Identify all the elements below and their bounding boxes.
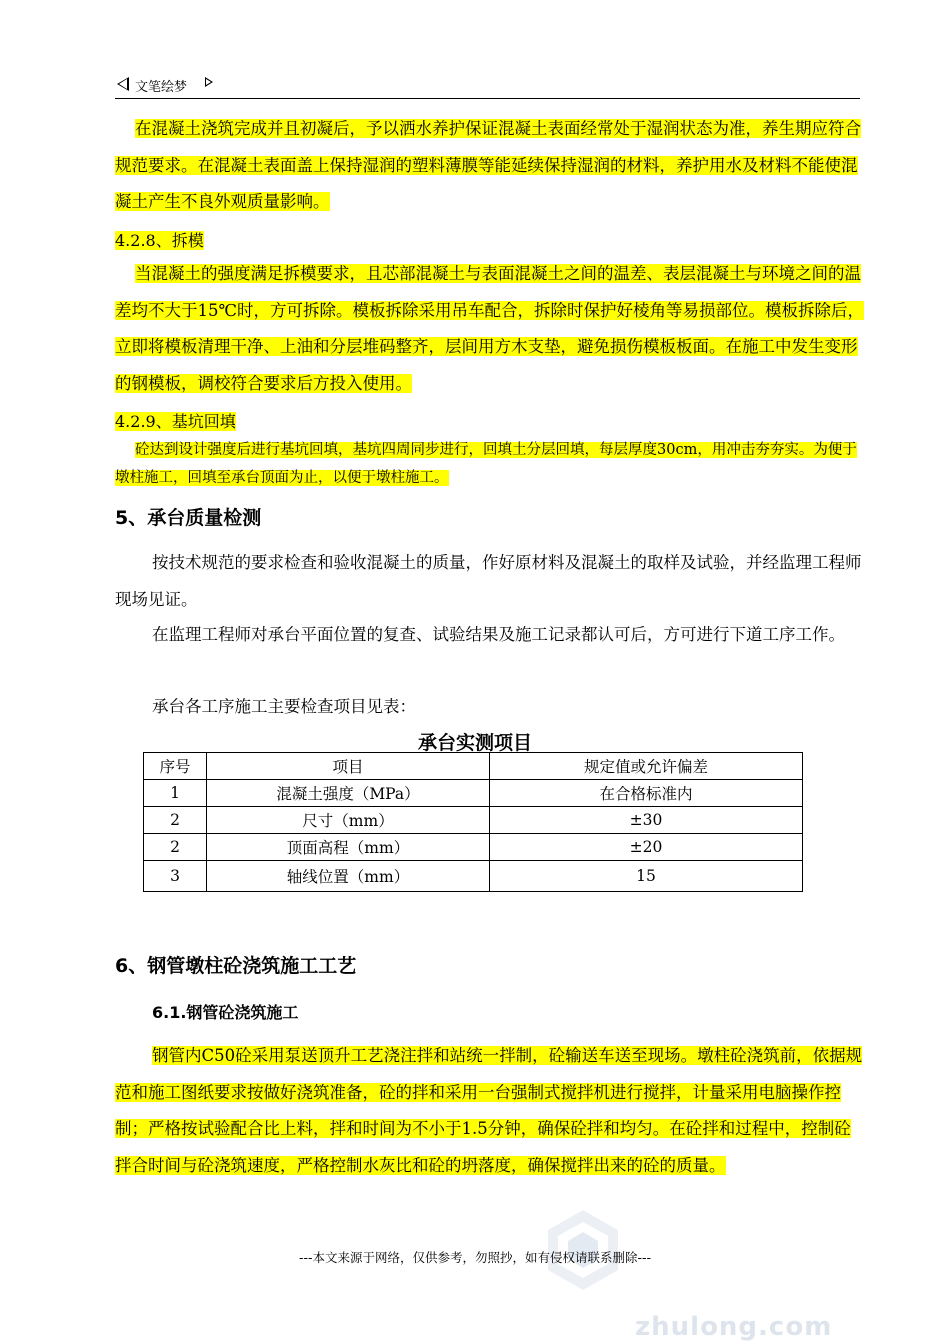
formwork-removal-paragraph: 当混凝土的强度满足拆模要求，且芯部混凝土与表面混凝土之间的温差、表层混凝土与环境之间的温差均不大于15℃时，方可拆除。模板拆除采用吊车配合，拆除时保护好棱角等易损部位。模板拆除后，立即将模板清理干净、上油和分层堆码整齐，层间用方木支垫，避免损伤模板板面。在施工中发生变形的钢模板，调校符合要求后方投入使用。	[115, 264, 864, 393]
approval-paragraph: 在监理工程师对承台平面位置的复查、试验结果及施工记录都认可后，方可进行下道工序工作。	[152, 625, 845, 644]
heading-4-2-8: 4.2.8、拆模	[115, 231, 204, 250]
table-cell: 轴线位置（mm）	[207, 861, 490, 892]
header-cell: 序号	[144, 753, 207, 780]
section-6-title: 6、钢管墩柱砼浇筑施工工艺	[115, 955, 357, 977]
table-row	[144, 834, 803, 861]
inspection-table	[143, 752, 803, 892]
table-cell: 3	[144, 861, 207, 892]
curing-paragraph: 在混凝土浇筑完成并且初凝后，予以洒水养护保证混凝土表面经常处于湿润状态为准，养生期应符合规范要求。在混凝土表面盖上保持湿润的塑料薄膜等能延续保持湿润的材料，养护用水及材料不能使混凝土产生不良外观质量影响。	[115, 119, 861, 211]
table-cell: 15	[490, 861, 803, 892]
table-cell: 1	[144, 780, 207, 807]
table-row	[144, 861, 803, 892]
table-title: 承台实测项目	[417, 732, 532, 754]
quality-check-paragraph: 按技术规范的要求检查和验收混凝土的质量，作好原材料及混凝土的取样及试验，并经监理工程师现场见证。	[115, 553, 862, 609]
table-intro-paragraph: 承台各工序施工主要检查项目见表：	[152, 697, 416, 716]
table-cell: ±20	[490, 834, 803, 861]
backfill-paragraph: 砼达到设计强度后进行基坑回填，基坑四周同步进行，回填土分层回填，每层厚度30cm，用冲击夯夯实。为便于墩柱施工，回填至承台顶面为止，以便于墩柱施工。	[115, 442, 857, 486]
subsection-6-1-title: 6.1.钢管砼浇筑施工	[152, 1003, 299, 1022]
right-triangle-icon	[205, 77, 213, 87]
table-row	[144, 807, 803, 834]
page-header	[115, 74, 860, 99]
table-cell: 顶面高程（mm）	[207, 834, 490, 861]
table-header-row	[144, 753, 803, 780]
header-cell: 规定值或允许偏差	[490, 753, 803, 780]
table-row	[144, 780, 803, 807]
table-cell: 在合格标准内	[490, 780, 803, 807]
section-5-title: 5、承台质量检测	[115, 507, 262, 529]
table-cell: 2	[144, 807, 207, 834]
page-footer: ---本文来源于网络，仅供参考，勿照抄，如有侵权请联系删除---	[298, 1250, 652, 1265]
left-triangle-icon	[117, 77, 129, 91]
header-cell: 项目	[207, 753, 490, 780]
table-cell: 2	[144, 834, 207, 861]
pipe-concrete-paragraph: 钢管内C50砼采用泵送顶升工艺浇注拌和站统一拌制，砼输送车送至现场。墩柱砼浇筑前，依据规范和施工图纸要求按做好浇筑准备，砼的拌和采用一台强制式搅拌机进行搅拌，计量采用电脑操作控制；严格按试验配合比上料，拌和时间为不小于1.5分钟，确保砼拌和均匀。在砼拌和过程中，控制砼拌合时间与砼浇筑速度，严格控制水灰比和砼的坍落度，确保搅拌出来的砼的质量。	[115, 1046, 863, 1175]
table-cell: ±30	[490, 807, 803, 834]
heading-4-2-9: 4.2.9、基坑回填	[115, 412, 236, 431]
header-logo-text: 文笔绘梦	[135, 80, 188, 95]
table-cell: 尺寸（mm）	[207, 807, 490, 834]
table-cell: 混凝土强度（MPa）	[207, 780, 490, 807]
watermark-text: zhulong.com	[635, 1312, 833, 1342]
